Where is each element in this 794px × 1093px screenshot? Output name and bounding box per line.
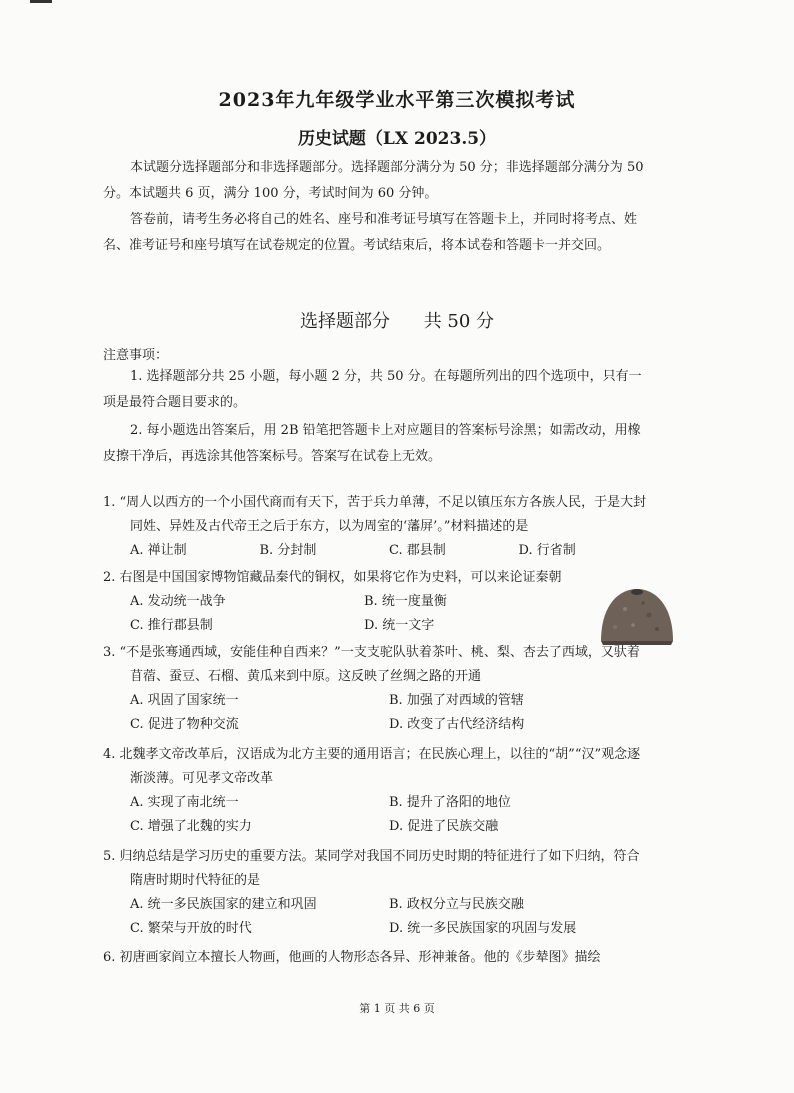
option-c: C. 推行郡县制 (130, 618, 213, 633)
option-c: C. 繁荣与开放的时代 (130, 921, 252, 936)
bronze-weight-image (597, 585, 677, 647)
option-a: A. 禅让制 (130, 543, 187, 558)
option-d: D. 统一多民族国家的巩固与发展 (389, 921, 577, 936)
option-list (103, 893, 648, 941)
option-a: A. 统一多民族国家的建立和巩固 (130, 897, 317, 912)
intro-block (103, 155, 648, 259)
question-1 (103, 491, 648, 563)
question-6 (103, 946, 648, 970)
intro-paragraph: 本试题分选择题部分和非选择题部分。选择题部分满分为 50 分；非选择题部分满分为 50 分。本试题共 6 页，满分 100 分，考试时间为 60 分钟。 (103, 160, 644, 201)
exam-title: 2023年九年级学业水平第三次模拟考试 (218, 89, 576, 111)
question-stem: 4. 北魏孝文帝改革后，汉语成为北方主要的通用语言；在民族心理上，以往的“胡”“汉”观念逐渐淡薄。可见孝文帝改革 (103, 747, 641, 786)
question-stem: 2. 右图是中国国家博物馆藏品秦代的铜权，如果将它作为史料，可以来论证秦朝 (103, 570, 562, 585)
option-b: B. 提升了洛阳的地位 (389, 795, 511, 810)
question-stem: 1. “周人以西方的一个小国代商而有天下，苦于兵力单薄，不足以镇压东方各族人民，于是大封同姓、异姓及古代帝王之后于东方，以为周室的‘藩屏’。”材料描述的是 (103, 495, 647, 534)
option-b: B. 政权分立与民族交融 (389, 897, 524, 912)
option-a: A. 巩固了国家统一 (130, 693, 239, 708)
notice-item: 2. 每小题选出答案后，用 2B 铅笔把答题卡上对应题目的答案标号涂黑；如需改动，用橡皮擦干净后，再选涂其他答案标号。答案写在试卷上无效。 (103, 423, 641, 464)
notice-block (103, 364, 648, 470)
option-d: D. 促进了民族交融 (389, 819, 499, 834)
section-title (0, 307, 794, 333)
option-list (103, 689, 648, 737)
option-list (103, 791, 648, 839)
exam-subtitle: 历史试题（LX 2023.5） (297, 129, 497, 149)
page-footer: 第 1 页 共 6 页 (359, 1002, 435, 1015)
option-c: C. 增强了北魏的实力 (130, 819, 252, 834)
option-c: C. 郡县制 (389, 543, 446, 558)
option-d: D. 统一文字 (364, 618, 435, 633)
option-d: D. 改变了古代经济结构 (389, 717, 525, 732)
question-stem: 5. 归纳总结是学习历史的重要方法。某同学对我国不同历史时期的特征进行了如下归纳，符合隋唐时期时代特征的是 (103, 849, 640, 888)
option-a: A. 发动统一战争 (130, 594, 226, 609)
question-3 (103, 641, 648, 737)
option-b: B. 加强了对西域的管辖 (389, 693, 524, 708)
question-5 (103, 845, 648, 941)
question-2 (103, 566, 598, 638)
option-b: B. 分封制 (259, 543, 317, 558)
question-4 (103, 743, 648, 839)
option-a: A. 实现了南北统一 (130, 795, 239, 810)
intro-paragraph: 答卷前，请考生务必将自己的姓名、座号和准考证号填写在答题卡上，并同时将考点、姓名、准考证号和座号填写在试卷规定的位置。考试结束后，将本试卷和答题卡一并交回。 (103, 212, 638, 253)
question-stem: 3. “不是张骞通西域，安能佳种自西来？”一支支驼队驮着茶叶、桃、梨、杏去了西域，又驮着苜蓿、蚕豆、石榴、黄瓜来到中原。这反映了丝绸之路的开通 (103, 645, 640, 684)
scan-corner-mark (30, 0, 52, 3)
section-name: 选择题部分 (299, 311, 390, 332)
option-c: C. 促进了物种交流 (130, 717, 239, 732)
question-stem: 6. 初唐画家阎立本擅长人物画，他画的人物形态各异、形神兼备。他的《步辇图》描绘 (103, 950, 601, 965)
option-d: D. 行省制 (518, 543, 576, 558)
bronze-weight-figure (597, 585, 677, 647)
notice-label: 注意事项： (103, 348, 169, 363)
option-list (103, 590, 598, 638)
option-b: B. 统一度量衡 (364, 594, 447, 609)
section-score: 共 50 分 (423, 311, 495, 332)
notice-item: 1. 选择题部分共 25 小题，每小题 2 分，共 50 分。在每题所列出的四个选项中，只有一项是最符合题目要求的。 (103, 369, 642, 410)
option-list (103, 539, 648, 563)
